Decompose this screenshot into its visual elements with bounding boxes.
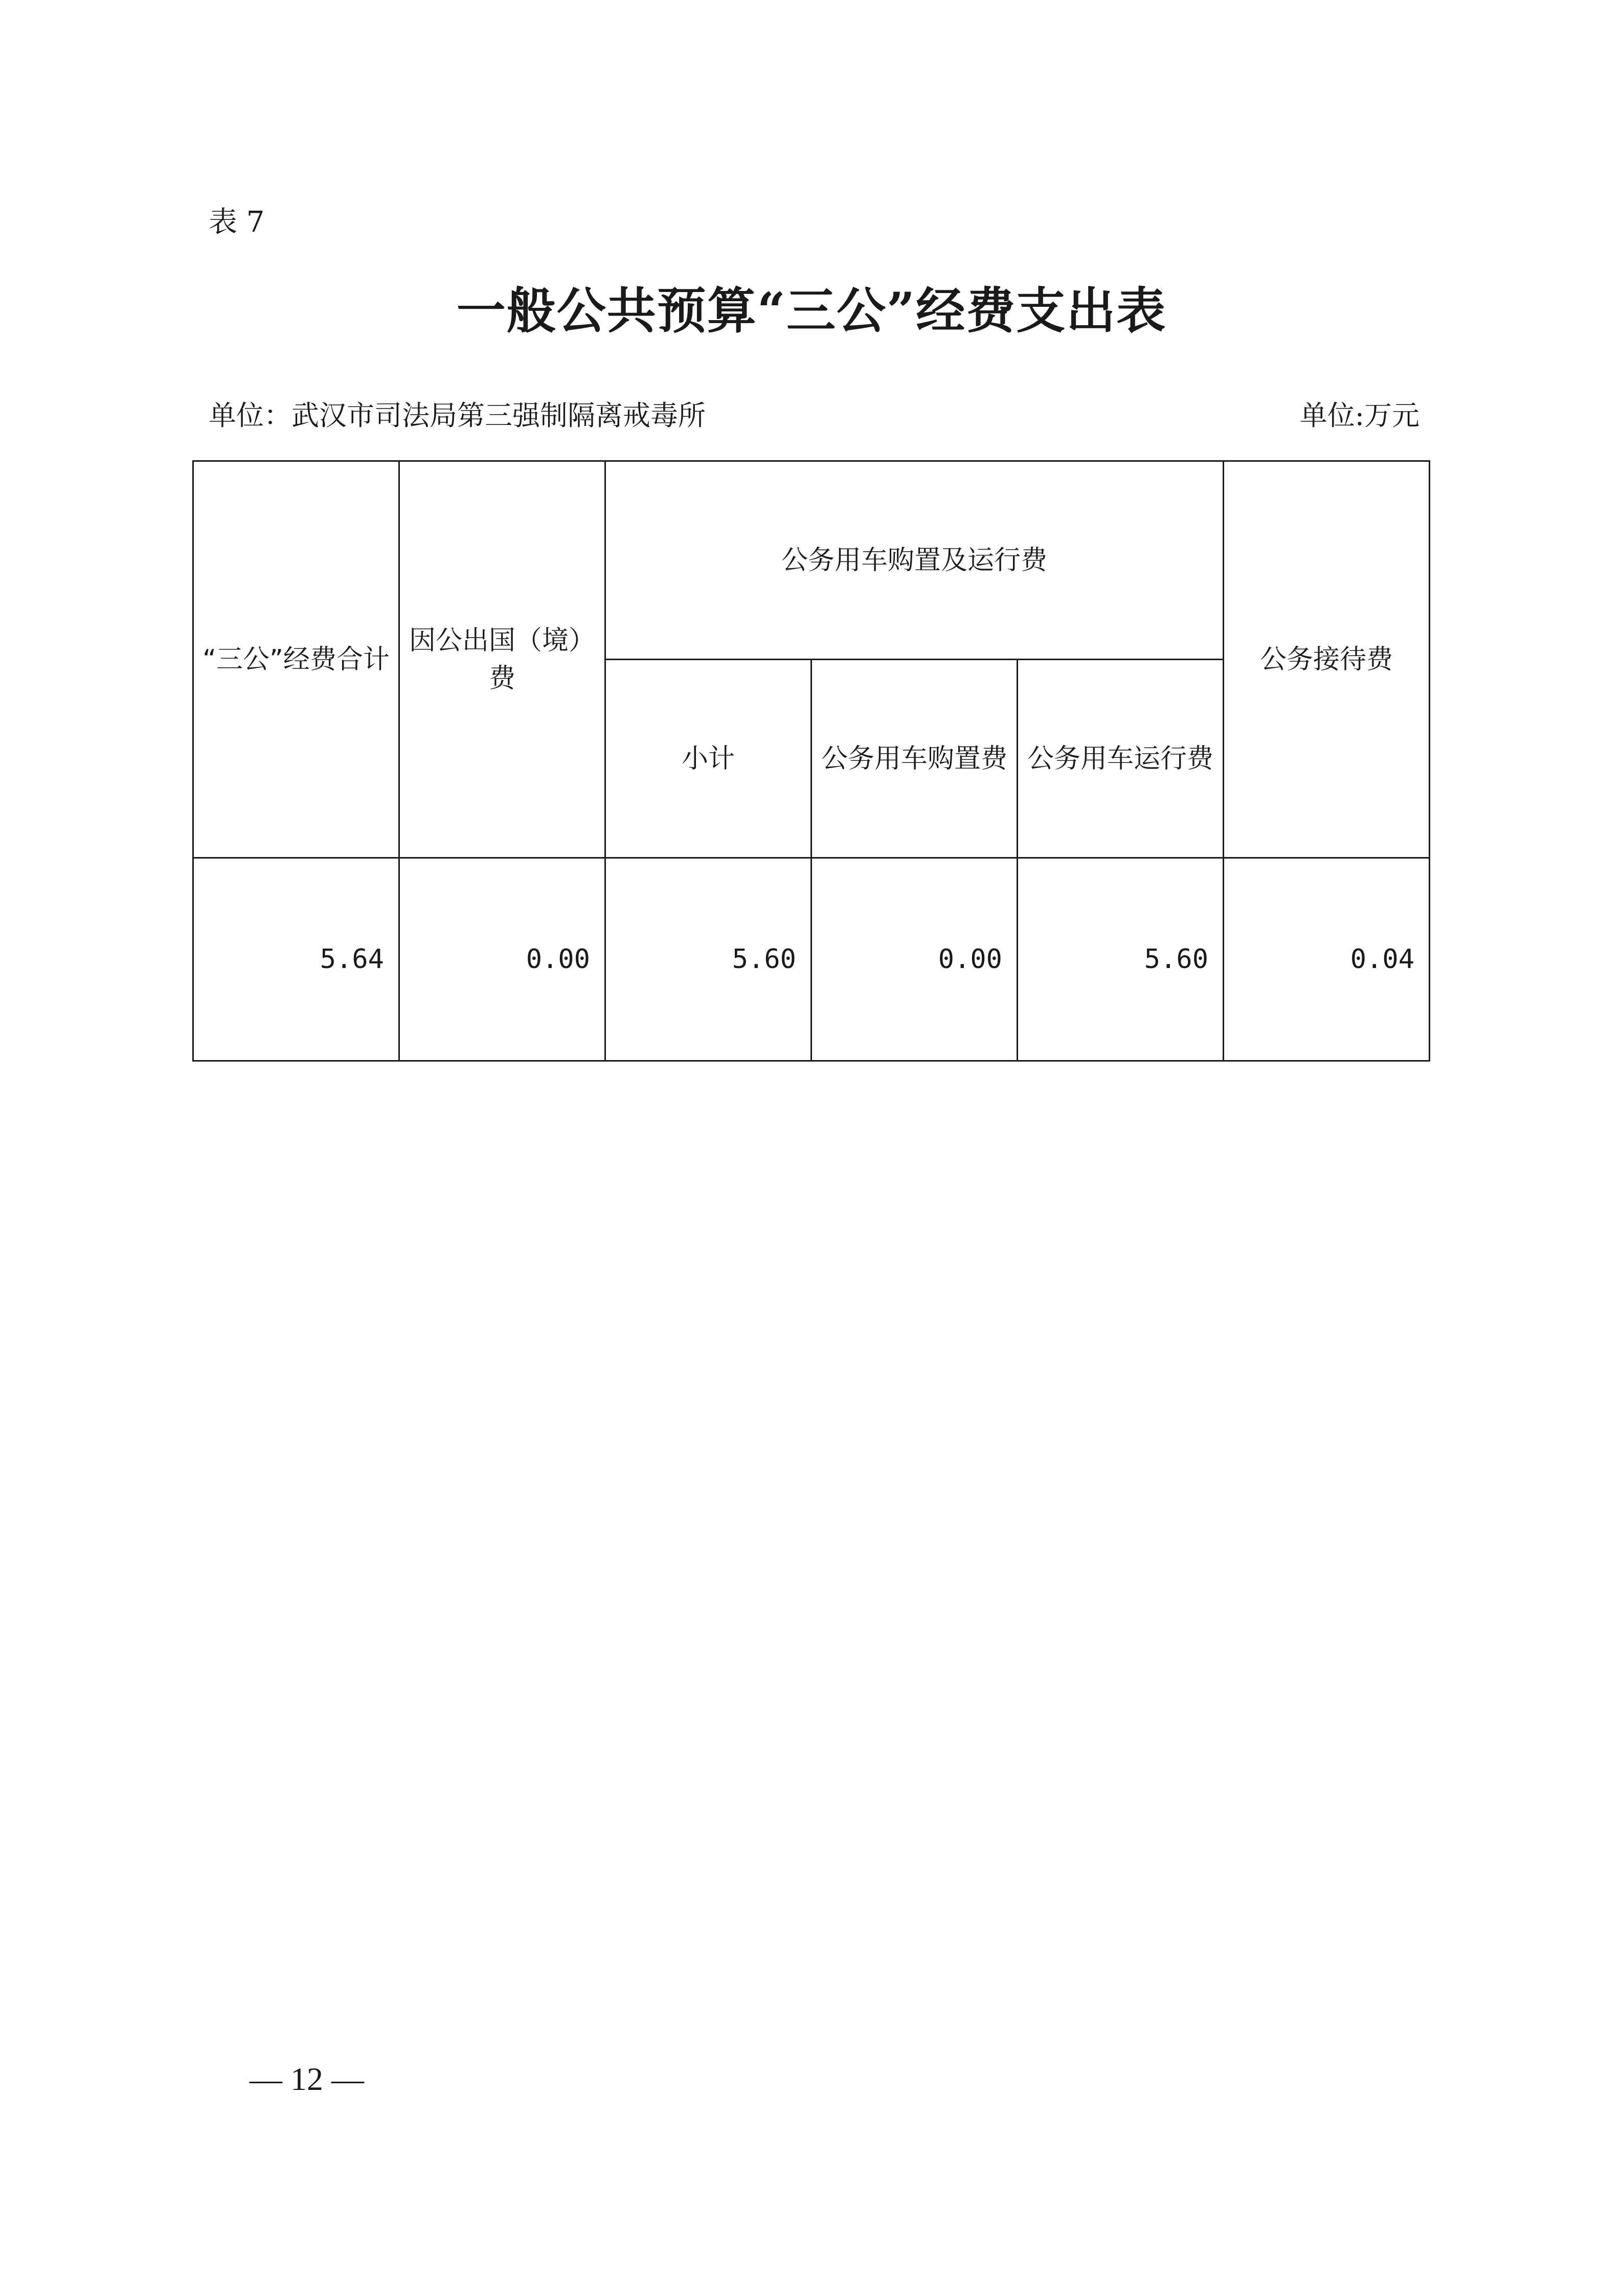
header-vehicle-operation: 公务用车运行费	[1018, 660, 1224, 858]
value-abroad: 0.00	[399, 858, 605, 1061]
table-header-row	[193, 461, 1430, 660]
table-row	[193, 858, 1430, 1061]
header-total: “三公”经费合计	[193, 461, 399, 858]
value-vehicle-operation: 5.60	[1018, 858, 1224, 1061]
page-title: 一般公共预算“三公”经费支出表	[456, 282, 1167, 340]
header-reception: 公务接待费	[1224, 461, 1430, 858]
page-number: — 12 —	[250, 2061, 364, 2097]
unit-currency: 单位:万元	[1299, 399, 1419, 432]
header-vehicle-purchase: 公务用车购置费	[812, 660, 1018, 858]
value-vehicle-subtotal: 5.60	[605, 858, 812, 1061]
table-label: 表 7	[209, 206, 265, 239]
value-total: 5.64	[193, 858, 399, 1061]
three-public-expenses-table	[192, 460, 1430, 1062]
value-reception: 0.04	[1224, 858, 1430, 1061]
header-vehicle-subtotal: 小计	[605, 660, 812, 858]
unit-organization: 单位：武汉市司法局第三强制隔离戒毒所	[209, 399, 706, 432]
header-vehicle-group: 公务用车购置及运行费	[605, 461, 1224, 660]
header-abroad: 因公出国（境）费	[399, 461, 605, 858]
value-vehicle-purchase: 0.00	[812, 858, 1018, 1061]
